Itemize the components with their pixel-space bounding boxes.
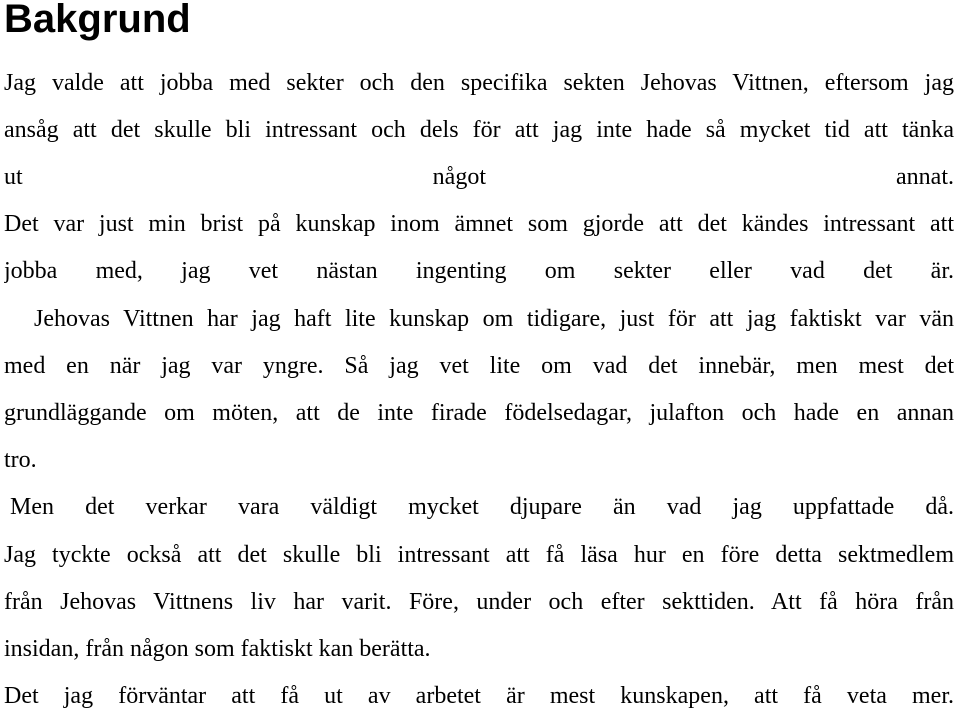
text-line: med en när jag var yngre. Så jag vet lite om vad det innebär, men mest det (4, 353, 954, 379)
text-line: Det var just min brist på kunskap inom ämnet som gjorde att det kändes intressant att (4, 211, 954, 237)
text-line: tro. (4, 447, 37, 473)
text-line: från Jehovas Vittnens liv har varit. Före, under och efter sekttiden. Att få höra från (4, 589, 954, 615)
text-line: Men det verkar vara väldigt mycket djupare än vad jag uppfattade då. (10, 494, 954, 520)
text-line: Jag tyckte också att det skulle bli intressant att få läsa hur en före detta sektmedlem (4, 542, 954, 568)
text-line: Det jag förväntar att få ut av arbetet är mest kunskapen, att få veta mer. (4, 683, 954, 709)
text-line: insidan, från någon som faktiskt kan berätta. (4, 636, 431, 662)
text-line: ansåg att det skulle bli intressant och dels för att jag inte hade så mycket tid att tänka (4, 117, 954, 143)
text-line: ut något annat. (4, 164, 954, 190)
text-line: jobba med, jag vet nästan ingenting om sekter eller vad det är. (4, 258, 954, 284)
text-line: Jag valde att jobba med sekter och den specifika sekten Jehovas Vittnen, eftersom jag (4, 70, 954, 96)
text-line: grundläggande om möten, att de inte firade födelsedagar, julafton och hade en annan (4, 400, 954, 426)
text-line: Jehovas Vittnen har jag haft lite kunskap om tidigare, just för att jag faktiskt var vän (34, 306, 954, 332)
section-heading: Bakgrund (4, 0, 191, 41)
